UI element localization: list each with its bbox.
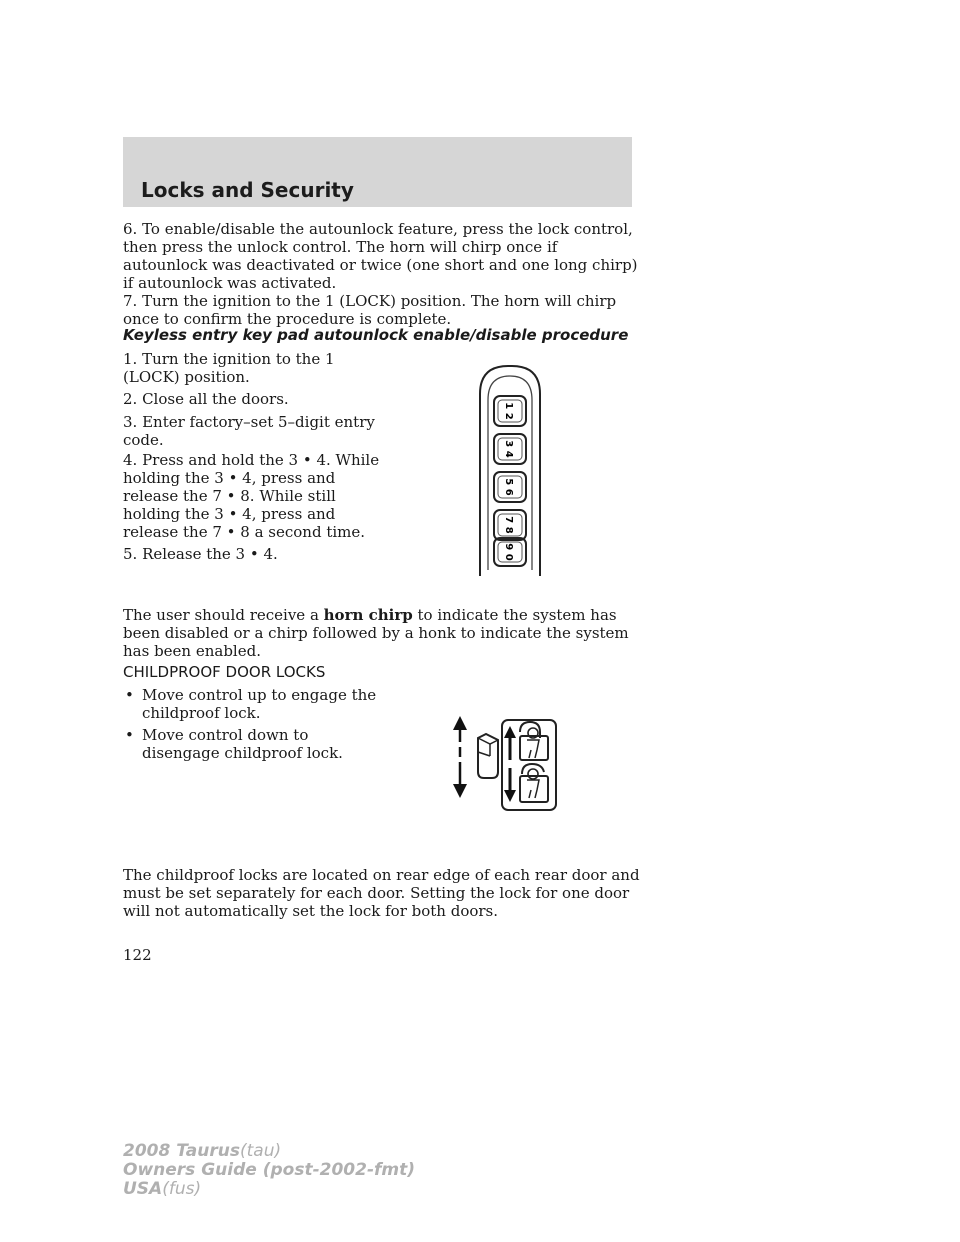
result-paragraph [123,606,643,660]
footer-market: USA [123,1179,163,1199]
lock-lever-icon [478,734,498,778]
bullet-dot: • [125,726,134,744]
childproof-bullet-1 [123,686,383,722]
keypad-key-5-6-label: 5 6 [503,478,514,496]
keypad-key-3-4-label: 3 4 [503,440,514,458]
child-lock-engaged-icon [504,722,548,760]
keypad-step-4: 4. Press and hold the 3 • 4. While holding the 3 • 4, press and release the 7 • 8. While still holding the 3 • 4, press and release the 7 • 8 a second time. [123,451,380,541]
up-down-arrow-icon [453,716,467,798]
keypad-key-1-2-label: 1 2 [503,402,514,420]
result-text-before: The user should receive a [123,606,324,624]
footer-market-code: (fus) [162,1179,202,1199]
keypad-key-5-6 [494,472,526,502]
childproof-bullet-1-text: Move control up to engage the childproof lock. [142,686,377,722]
child-lock-disengaged-icon [504,764,548,802]
childproof-bullet-2 [123,726,383,762]
keypad-step-5: 5. Release the 3 • 4. [123,545,278,563]
footer-model-code: (tau) [240,1141,282,1161]
keypad-key-3-4 [494,434,526,464]
autounlock-step-7: 7. Turn the ignition to the 1 (LOCK) position. The horn will chirp once to confirm the procedure is complete. [123,292,617,328]
keypad-step-1: 1. Turn the ignition to the 1 (LOCK) position. [123,350,335,386]
keypad-key-1-2 [494,396,526,426]
section-title: Locks and Security [141,178,354,202]
childproof-title: CHILDPROOF DOOR LOCKS [123,663,326,681]
footer-model: 2008 Taurus [123,1141,240,1161]
bullet-dot: • [125,686,134,704]
childproof-lock-illustration [440,712,560,812]
footer-guide: Owners Guide (post-2002-fmt) [123,1160,416,1180]
autounlock-step-6: 6. To enable/disable the autounlock feature, press the lock control, then press the unlock control. The horn will chirp once if autounlock was deactivated or twice (one short and one long chirp) if autounlock was activated. [123,220,638,292]
keypad-key-7-8 [494,510,526,540]
keypad-key-9-0-label: 9 0 [503,543,514,561]
keypad-key-9-0 [494,538,526,566]
section-header-band [123,137,632,207]
result-text-bold: horn chirp [323,606,413,624]
result-text-after: to indicate the system has been disabled or a chirp followed by a honk to indicate the system has been enabled. [123,606,629,660]
keypad-illustration [472,360,572,582]
keypad-key-7-8-label: 7 8 [503,516,514,534]
keypad-procedure-title: Keyless entry key pad autounlock enable/disable procedure [123,326,629,344]
childproof-note: The childproof locks are located on rear edge of each rear door and must be set separately for each door. Setting the lock for one door will not automatically set the lock for both doors. [123,866,640,920]
childproof-bullet-2-text: Move control down to disengage childproof lock. [142,726,343,762]
document-footer [123,1142,415,1199]
page-number: 122 [123,946,152,964]
keypad-step-2: 2. Close all the doors. [123,390,289,408]
keypad-step-3: 3. Enter factory–set 5–digit entry code. [123,413,375,449]
